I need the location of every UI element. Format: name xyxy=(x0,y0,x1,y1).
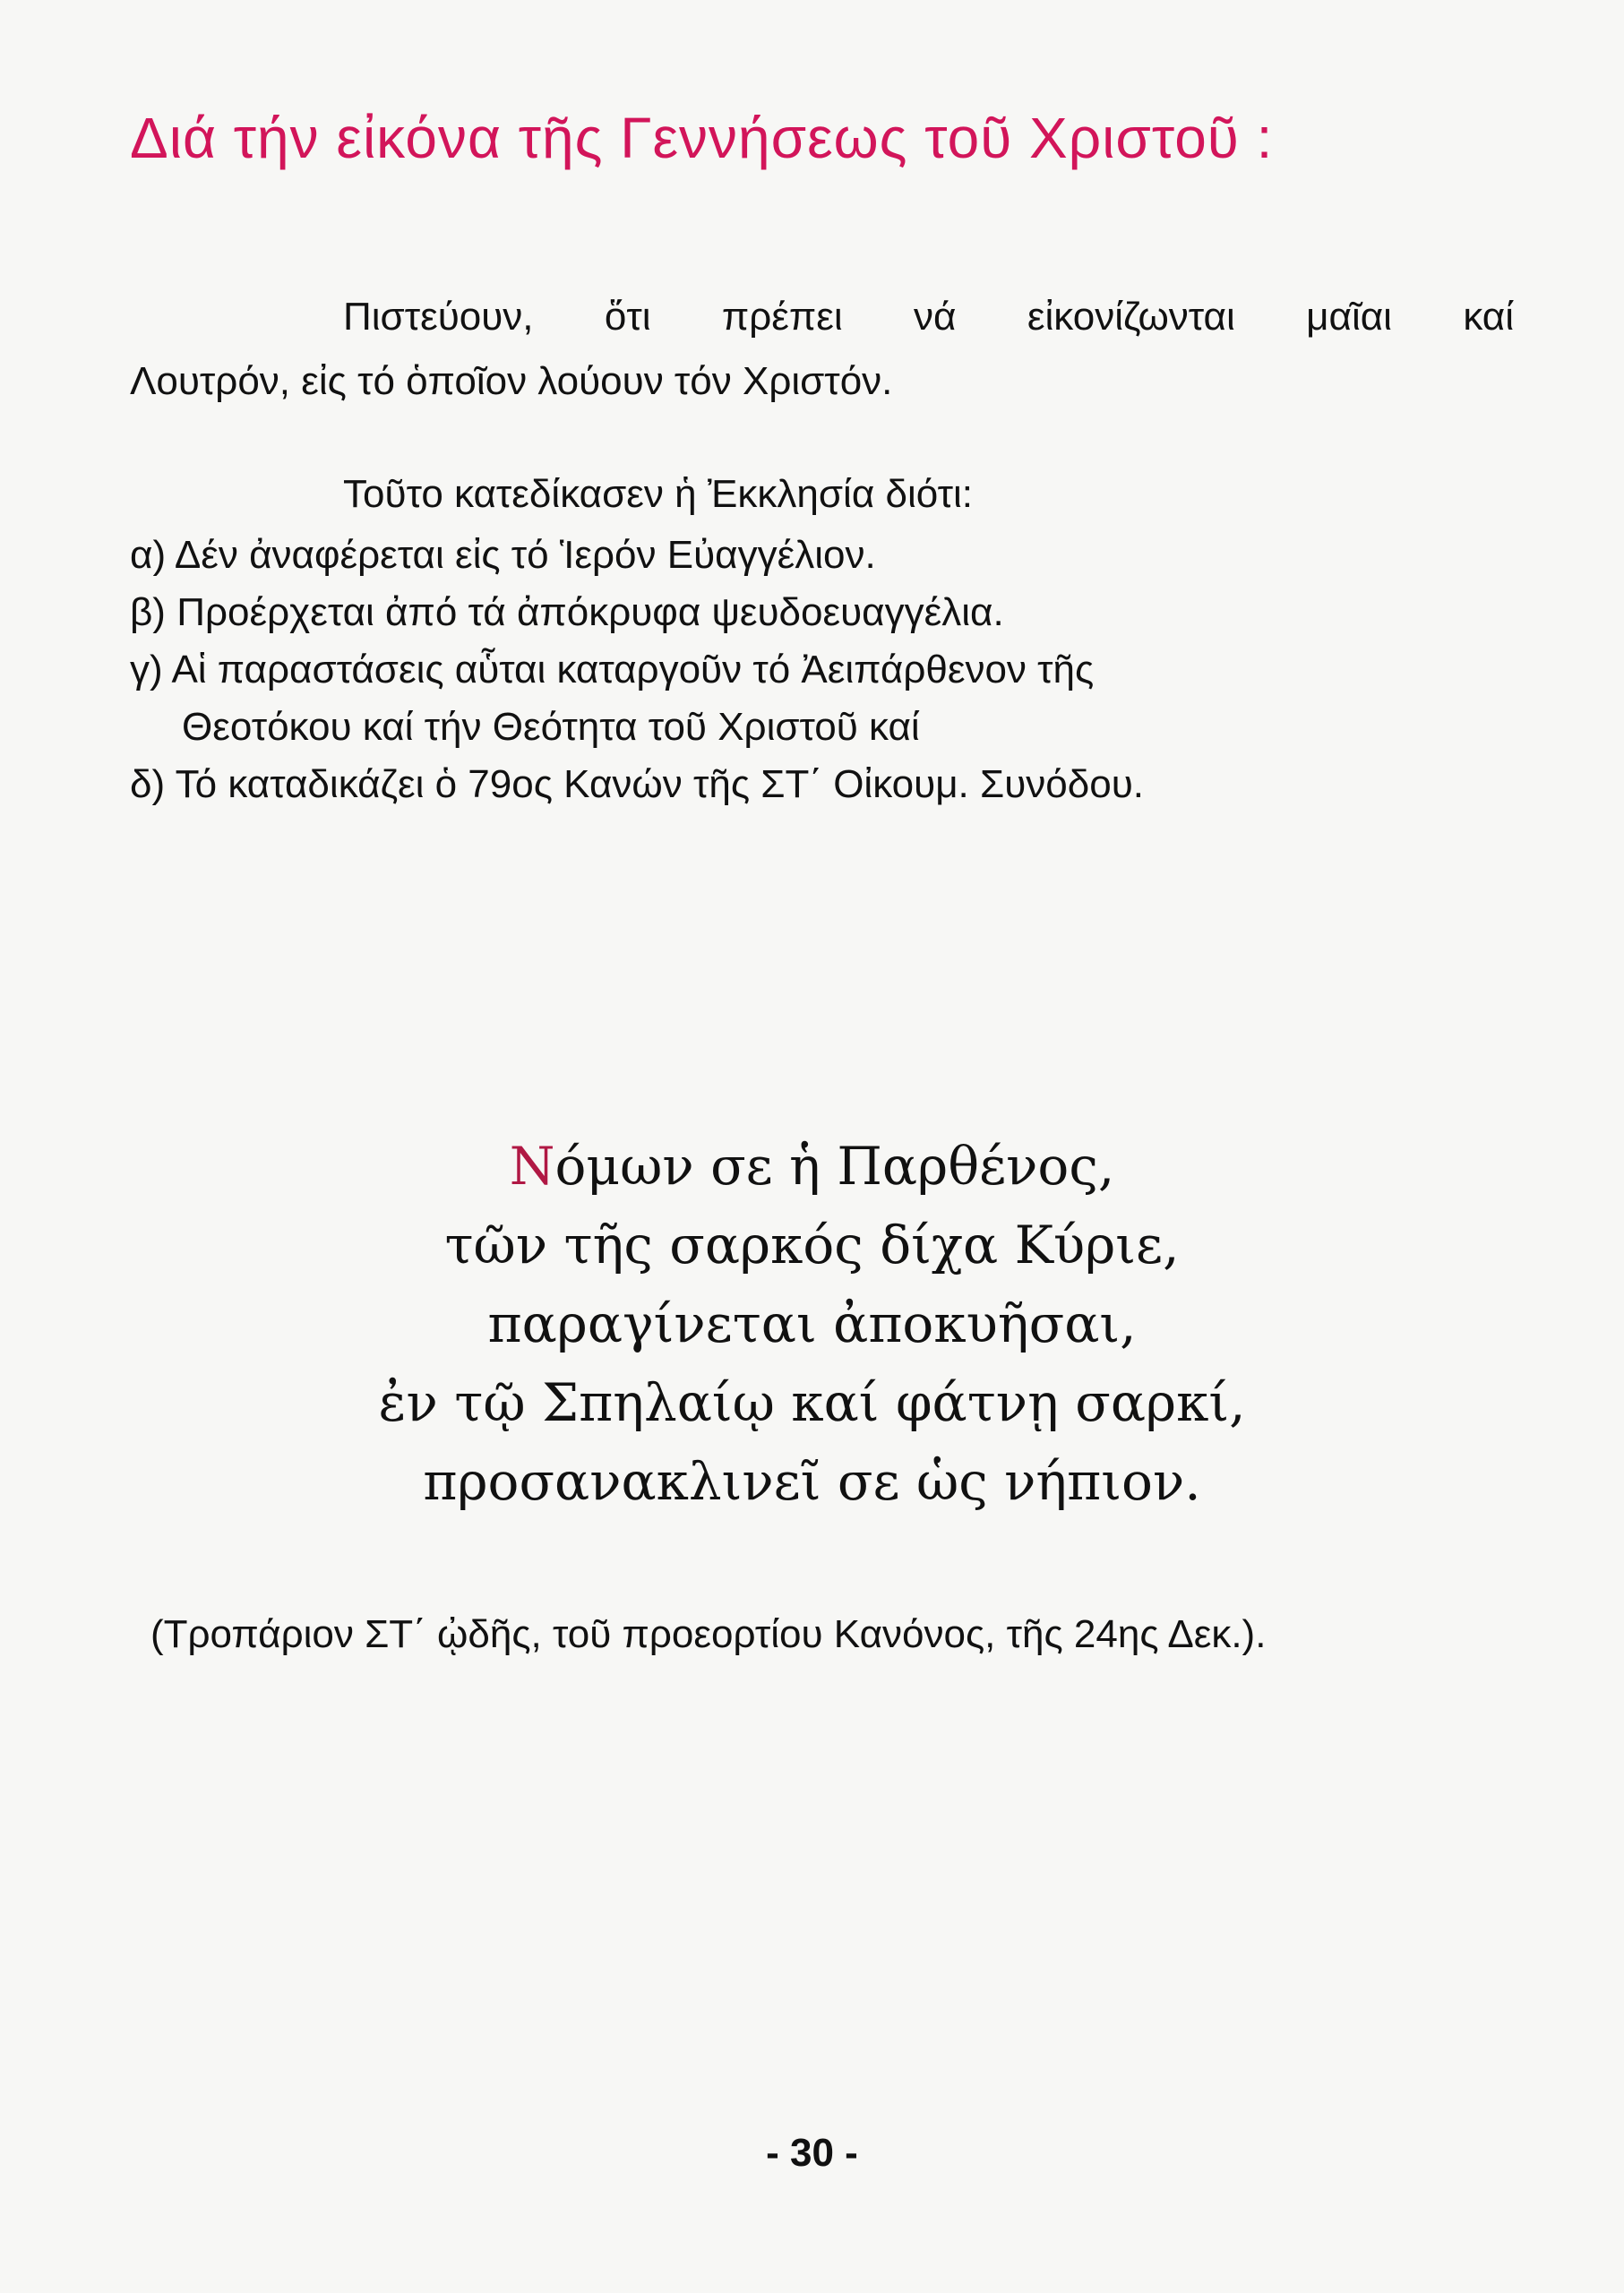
hymn-verse xyxy=(0,1127,1624,1206)
list-item xyxy=(130,584,1527,641)
list-marker: α) xyxy=(130,533,167,577)
section-heading: Διά τήν εἰκόνα τῆς Γεννήσεως τοῦ Χριστοῦ : xyxy=(130,106,1274,170)
list-marker: δ) xyxy=(130,762,166,806)
list-text-continuation: Θεοτόκου καί τήν Θεότητα τοῦ Χριστοῦ καί xyxy=(182,705,920,749)
list-text: Αἱ παραστάσεις αὗται καταργοῦν τό Ἀειπάρθενον τῆς xyxy=(171,648,1095,691)
list-text: Δέν ἀναφέρεται εἰς τό Ἱερόν Εὐαγγέλιον. xyxy=(174,533,876,577)
list-marker: γ) xyxy=(130,648,163,691)
hymn-citation: (Τροπάριον ΣΤ΄ ᾠδῆς, τοῦ προεορτίου Κανόνος, τῆς 24ης Δεκ.). xyxy=(150,1612,1267,1656)
hymn-verse: τῶν τῆς σαρκός δίχα Κύριε, xyxy=(444,1215,1180,1275)
hymn-verse-text: όμων σε ἡ Παρθένος, xyxy=(554,1136,1115,1197)
list-text: Τό καταδικάζει ὁ 79ος Κανών τῆς ΣΤ΄ Οἰκουμ. Συνόδου. xyxy=(175,762,1144,806)
list-item xyxy=(130,641,1527,756)
paragraph-line: Λουτρόν, εἰς τό ὁποῖον λούουν τόν Χριστόν. xyxy=(130,359,893,403)
hymn-verse: παραγίνεται ἀποκυῆσαι, xyxy=(487,1293,1137,1354)
page-number: - 30 - xyxy=(766,2131,858,2175)
list-text: Προέρχεται ἀπό τά ἀπόκρυφα ψευδοευαγγέλια. xyxy=(176,590,1004,634)
list-item xyxy=(130,527,1527,584)
condemnation-intro: Τοῦτο κατεδίκασεν ἡ Ἐκκλησία διότι: xyxy=(343,472,973,516)
drop-initial: Ν xyxy=(509,1136,555,1197)
troparion-hymn xyxy=(0,1127,1624,1521)
hymn-verse: προσανακλινεῖ σε ὡς νήπιον. xyxy=(423,1451,1201,1512)
paragraph-belief xyxy=(130,285,1514,414)
list-item xyxy=(130,756,1527,813)
paragraph-line: Πιστεύουν, ὅτι πρέπει νά εἰκονίζωνται μαῖαι καί xyxy=(343,295,1514,339)
hymn-verse: ἐν τῷ Σπηλαίῳ καί φάτνῃ σαρκί, xyxy=(378,1372,1246,1433)
reasons-list xyxy=(130,527,1527,813)
list-marker: β) xyxy=(130,590,166,634)
